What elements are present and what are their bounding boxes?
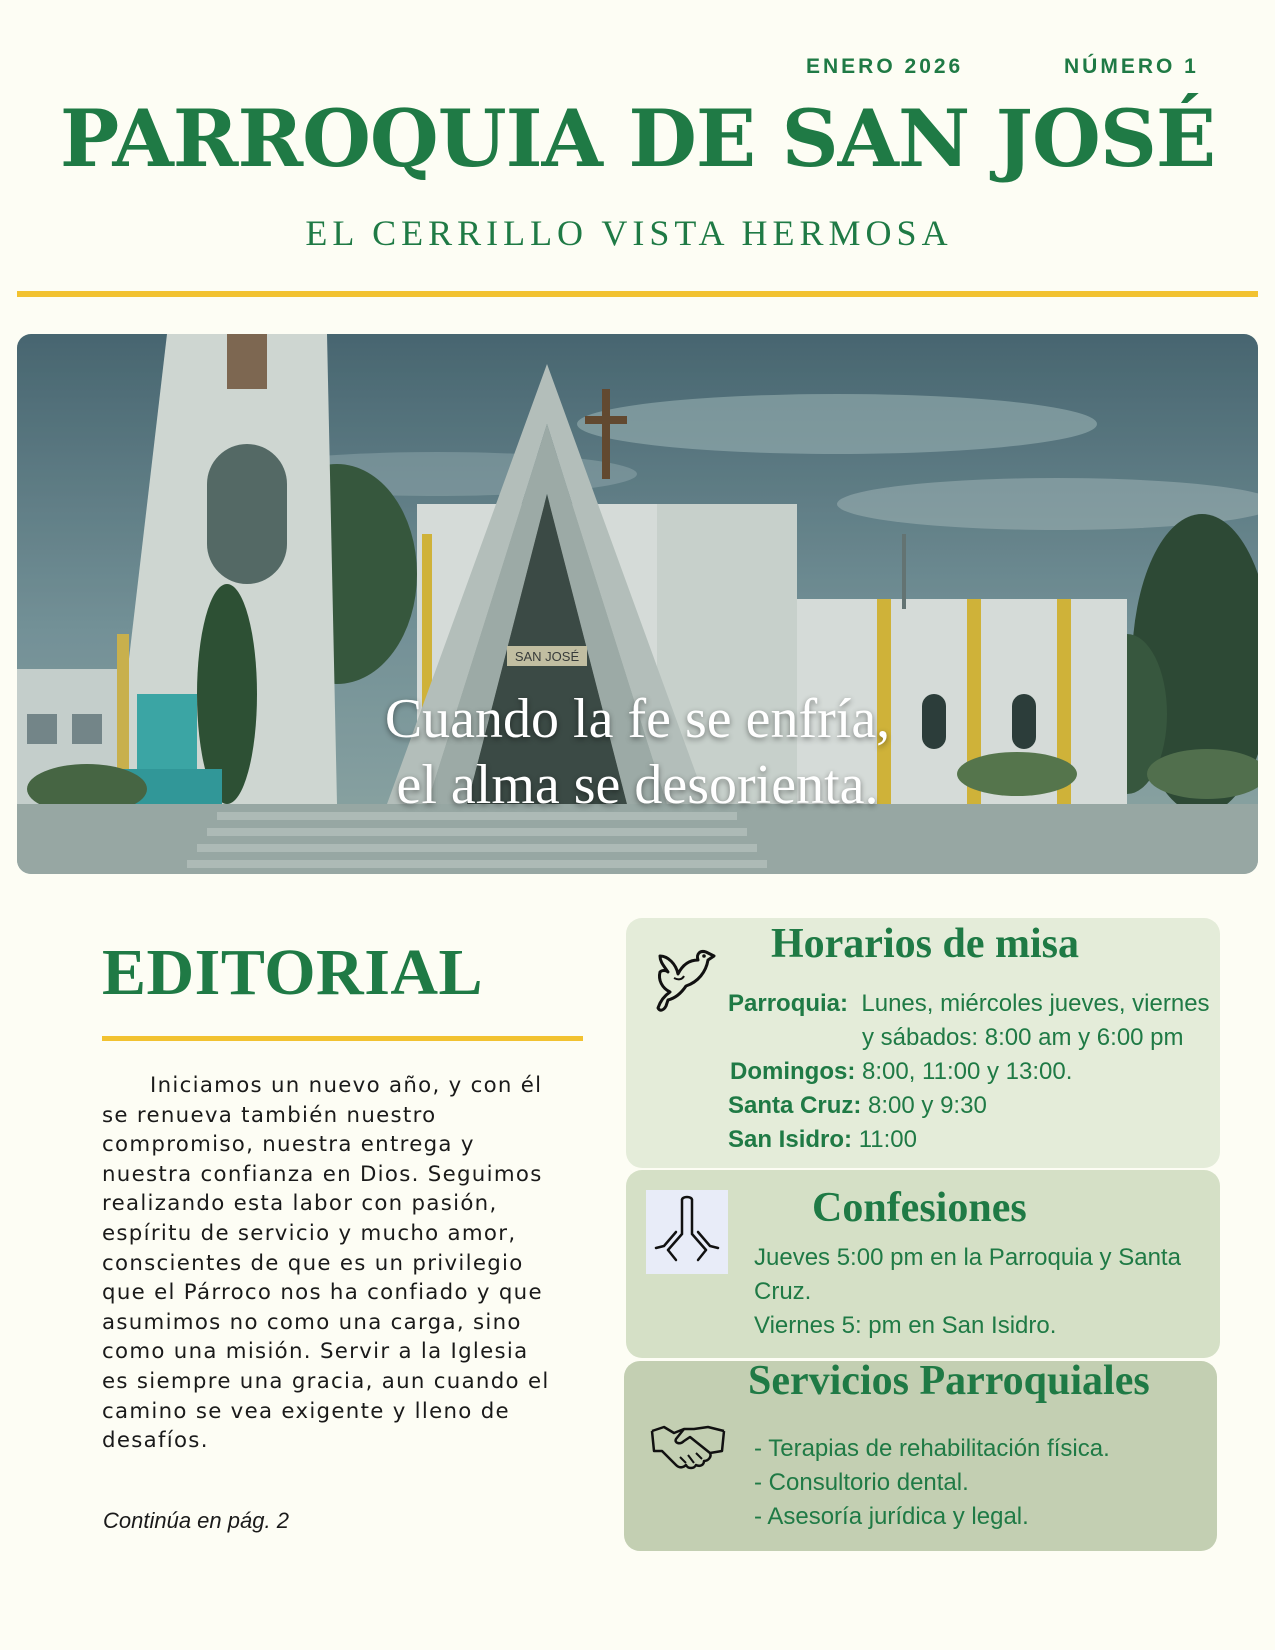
newsletter-subtitle: EL CERRILLO VISTA HERMOSA (305, 213, 953, 253)
issue-date: ENERO 2026 (806, 55, 964, 78)
mass-row-parroquia-cont (862, 1024, 1184, 1052)
mass-row-text: 8:00, 11:00 y 13:00. (862, 1058, 1073, 1085)
mass-row-text: Lunes, miércoles jueves, viernes (861, 990, 1210, 1017)
editorial-heading: EDITORIAL (102, 936, 484, 1009)
hero-quote-line1: Cuando la fe se enfría, (384, 688, 891, 750)
editorial-divider (102, 1036, 583, 1041)
dove-icon (652, 942, 718, 1019)
mass-row-text: 8:00 y 9:30 (868, 1092, 987, 1119)
mass-row-domingos (730, 1058, 1072, 1086)
church-hero-image (17, 334, 1258, 874)
confessions-line: Jueves 5:00 pm en la Parroquia y Santa (754, 1244, 1181, 1271)
mass-row-parroquia (728, 990, 1210, 1018)
mass-row-label: San Isidro: (728, 1126, 853, 1153)
mass-row-text: 11:00 (858, 1126, 917, 1153)
mass-row-text: y sábados: 8:00 am y 6:00 pm (862, 1024, 1184, 1051)
mass-row-san-isidro (728, 1126, 917, 1154)
issue-number: NÚMERO 1 (1064, 55, 1199, 78)
confessions-title: Confesiones (812, 1185, 1027, 1231)
services-item: - Asesoría jurídica y legal. (754, 1503, 1029, 1530)
confessions-line: Viernes 5: pm en San Isidro. (754, 1312, 1057, 1339)
continue-note: Continúa en pág. 2 (103, 1508, 289, 1533)
header-divider (17, 291, 1258, 297)
services-title: Servicios Parroquiales (748, 1358, 1150, 1404)
hero-quote-line2: el alma se desorienta. (396, 754, 879, 816)
handshake-icon (650, 1417, 726, 1480)
praying-hands-icon (646, 1190, 728, 1274)
hero-quote (17, 686, 1258, 818)
mass-row-santa-cruz (728, 1092, 987, 1120)
services-item: - Consultorio dental. (754, 1469, 969, 1496)
mass-row-label: Santa Cruz: (728, 1092, 862, 1119)
services-card (624, 1358, 1217, 1551)
confessions-card (626, 1170, 1220, 1358)
editorial-body: Iniciamos un nuevo año, y con él se renueva también nuestro compromiso, nuestra entrega y nuestra confianza en Dios. Seguimos realizando esta labor con pasión, espíritu de servicio y mucho amor, conscientes de que es un privilegio que el Párroco nos ha confiado y que asumimos no como una carga, sino como una misión. Servir a la Iglesia es siempre una gracia, aun cuando el camino se vea exigente y lleno de desafíos. (102, 1073, 550, 1454)
mass-schedule-title: Horarios de misa (771, 921, 1079, 967)
church-sign-text: SAN JOSÉ (514, 649, 580, 664)
mass-row-label: Parroquia: (728, 990, 849, 1017)
confessions-line: Cruz. (754, 1278, 812, 1305)
newsletter-title: PARROQUIA DE SAN JOSÉ (59, 92, 1216, 185)
services-item: - Terapias de rehabilitación física. (754, 1435, 1110, 1462)
mass-schedule-card (626, 918, 1220, 1168)
mass-row-label: Domingos: (730, 1058, 856, 1085)
